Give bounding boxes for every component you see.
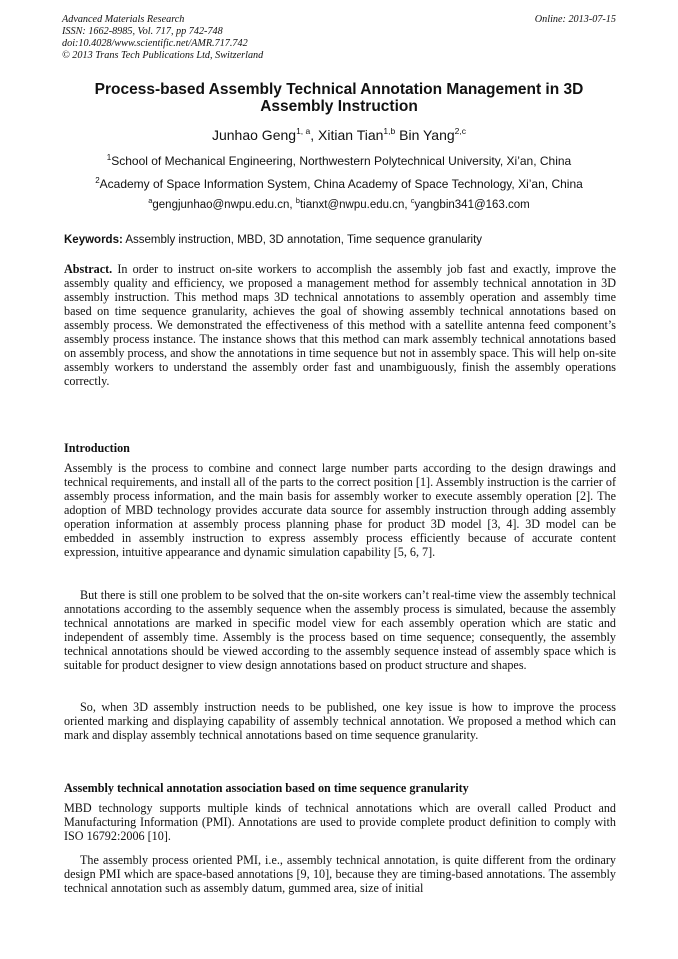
abstract-text: In order to instruct on-site workers to accomplish the assembly job fast and exactly, improve the assembly quality and efficiency, we proposed a management method for assembly technical annotation in 3D assembly instruction. This method maps 3D technical annotations to assembly operation and assembly time based on time sequence granularity, achieves the goal of showing assembly technical annotations based on assembly process. We demonstrated the effectiveness of this method with a satellite antenna feed component’s assembly process instance. The instance shows that this method can mark assembly technical annotations based on assembly process, and show the annotations in time sequence but not in assembly space. This will help on-site assembly workers to understand the assembly order fast and unambiguously, finish the assembly operations correctly. [64, 262, 616, 389]
affiliation-text: Academy of Space Information System, China Academy of Space Technology, Xi’an, China [99, 177, 583, 191]
affiliation-2 [62, 177, 616, 191]
journal-name: Advanced Materials Research [62, 14, 185, 25]
paper-title: Process-based Assembly Technical Annotation Management in 3D Assembly Instruction [94, 81, 584, 115]
affiliation-mark: 2 [95, 176, 100, 185]
issn-line: ISSN: 1662-8985, Vol. 717, pp 742-748 [62, 26, 223, 37]
email-text: gengjunhao@nwpu.edu.cn, [152, 199, 296, 211]
body-paragraph: Assembly is the process to combine and connect large number parts according to the design drawings and technical requirements, and install all of the parts to the correct position [1]. Assembly instruction is the carrier of assembly process information, and the main basis for assembly worker to execute assembly operation [2]. The adoption of MBD technology provides accurate data source for assembly instruction through adding assembly operation information at assembly process planning phase for product 3D model [3, 4]. 3D model can be embedded in assembly instruction to express assembly process efficiently because of accurate content expression, intuitive appearance and dynamic simulation capability [5, 6, 7]. [64, 461, 616, 560]
affiliation-mark: 1 [106, 153, 112, 162]
body-paragraph: So, when 3D assembly instruction needs to be published, one key issue is how to improve the process oriented marking and displaying capability of assembly technical annotation. We proposed a method which can mark and display assembly technical annotations based on time sequence granularity. [64, 700, 616, 743]
keywords-text: Assembly instruction, MBD, 3D annotation, Time sequence granularity [122, 234, 483, 246]
doi-line: doi:10.4028/www.scientific.net/AMR.717.742 [62, 38, 248, 49]
email-mark: c [410, 196, 415, 205]
abstract-label: Abstract. [64, 262, 113, 276]
affiliation-1 [62, 154, 616, 168]
email-text: tianxt@nwpu.edu.cn, [299, 199, 411, 211]
section-heading-annotation-association: Assembly technical annotation association based on time sequence granularity [64, 781, 469, 795]
author-name: Xitian Tian [318, 127, 384, 143]
section-heading-introduction: Introduction [64, 441, 130, 455]
author-affiliation-mark: 1,b [383, 126, 396, 136]
email-mark: a [148, 196, 153, 205]
journal-header [62, 14, 263, 62]
author-affiliation-mark: 2,c [454, 126, 466, 136]
keywords-label: Keywords: [64, 234, 123, 246]
keywords [64, 234, 616, 246]
abstract [64, 262, 616, 388]
affiliation-text: School of Mechanical Engineering, Northwestern Polytechnical University, Xi’an, China [111, 154, 572, 168]
author-separator: , [310, 127, 319, 143]
email-mark: b [295, 196, 300, 205]
online-date: Online: 2013-07-15 [534, 14, 616, 25]
author-name: Junhao Geng [211, 127, 297, 143]
body-paragraph: The assembly process oriented PMI, i.e., assembly technical annotation, is quite different from the ordinary design PMI which are space-based annotations [9, 10], because they are timing-based annotations. The assembly technical annotation such as assembly datum, gummed area, size of initial [64, 853, 616, 896]
author-emails [62, 196, 616, 211]
body-paragraph: MBD technology supports multiple kinds of technical annotations which are overall called Product and Manufacturing Information (PMI). Annotations are used to provide complete product definition to comply with ISO 16792:2006 [10]. [64, 801, 616, 844]
author-list [62, 127, 616, 143]
body-paragraph: But there is still one problem to be solved that the on-site workers can’t real-time view the assembly technical annotations according to the assembly sequence when the assembly process is simulated, because the assembly technical annotations are marked in specific model view for each assembly operation which are static and independent of assembly time. Assembly is the process based on time sequence; consequently, the assembly technical annotations should be viewed according to the assembly sequence instead of assembly space which is suitable for product designer to view design annotations based on product structure and shapes. [64, 588, 616, 673]
email-text: yangbin341@163.com [414, 199, 530, 211]
copyright-line: © 2013 Trans Tech Publications Ltd, Switzerland [62, 50, 264, 61]
author-affiliation-mark: 1, a [296, 126, 311, 136]
author-name: Bin Yang [395, 127, 455, 143]
